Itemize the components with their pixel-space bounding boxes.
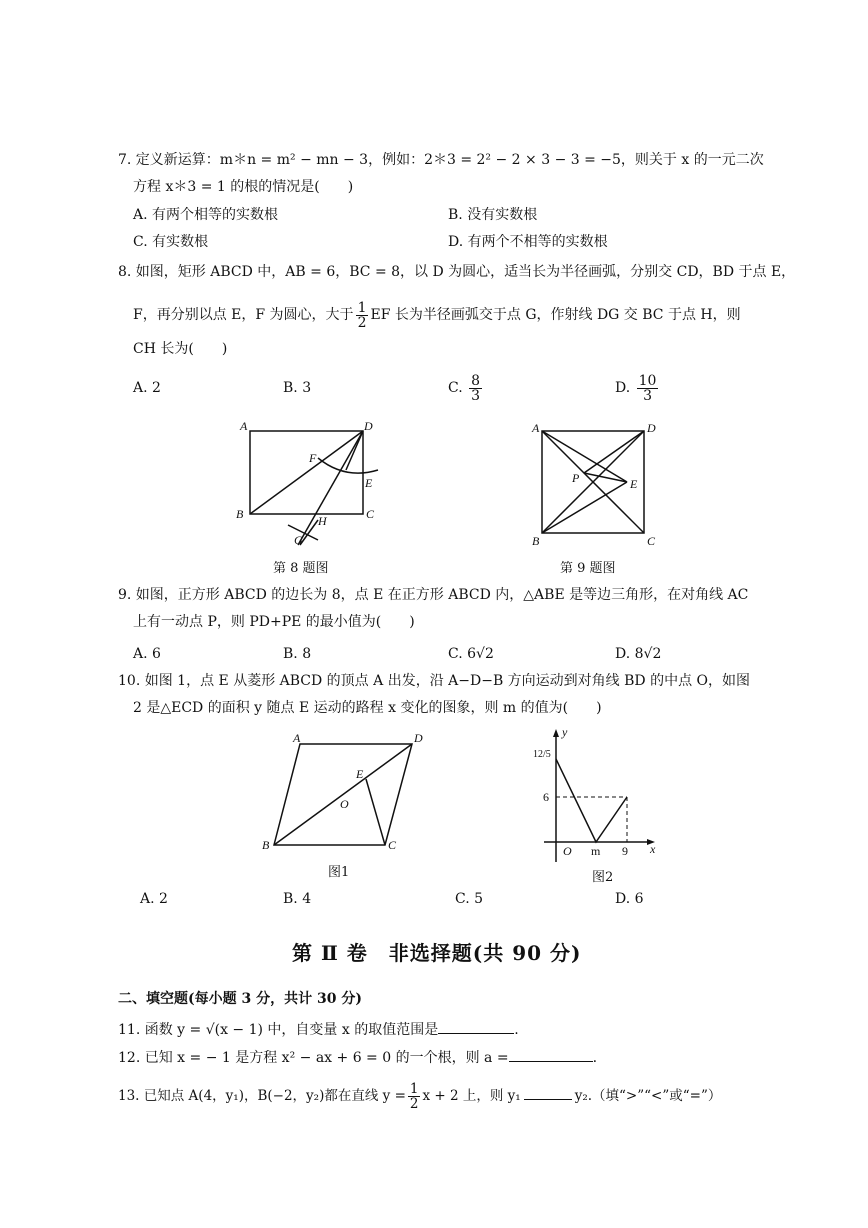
q8-line3: CH 长为( ) bbox=[133, 341, 228, 357]
q10-option-b: B. 4 bbox=[283, 891, 312, 907]
q8-option-c-label: C. bbox=[448, 380, 463, 396]
fig8-label-d: D bbox=[364, 419, 373, 433]
fig10-line-ec bbox=[366, 779, 385, 845]
q11-answer-blank[interactable] bbox=[438, 1019, 514, 1034]
q7-line1: 7. 定义新运算：m＊n = m² − mn − 3，例如：2＊3 = 2² − 2 × 3 − 3 = −5，则关于 x 的一元二次 bbox=[118, 152, 764, 168]
q10-option-c: C. 5 bbox=[455, 891, 484, 907]
fig10-1-caption: 图1 bbox=[328, 865, 350, 880]
q13-answer-blank[interactable] bbox=[524, 1085, 572, 1100]
q13-line bbox=[118, 1080, 721, 1112]
fig10-label-d: D bbox=[414, 731, 423, 745]
q9-line2: 上有一动点 P，则 PD+PE 的最小值为( ) bbox=[133, 614, 415, 630]
q12-text: 12. 已知 x = − 1 是方程 x² − ax + 6 = 0 的一个根，则 a = bbox=[118, 1050, 509, 1066]
q13-frac-num: 1 bbox=[409, 1081, 419, 1097]
q13-frac-den: 2 bbox=[409, 1096, 419, 1112]
q7-option-a: A. 有两个相等的实数根 bbox=[133, 207, 279, 223]
section-2-header: 二、填空题(每小题 3 分，共计 30 分) bbox=[118, 991, 362, 1007]
fig8-label-f: F bbox=[309, 451, 317, 465]
fig8-label-b: B bbox=[236, 507, 244, 521]
fig10-tick-6: 6 bbox=[543, 790, 549, 804]
fig10-axis-y-label: y bbox=[562, 725, 568, 739]
q11-end: . bbox=[514, 1022, 519, 1038]
section-2-title: 第 Ⅱ 卷 非选择题(共 90 分) bbox=[292, 941, 582, 965]
fig8-label-a: A bbox=[240, 419, 248, 433]
q9-line1: 9. 如图，正方形 ABCD 的边长为 8，点 E 在正方形 ABCD 内，△ABE 是等边三角形，在对角线 AC bbox=[118, 587, 749, 603]
q9-option-b: B. 8 bbox=[283, 646, 312, 662]
fig8-label-e: E bbox=[365, 476, 373, 490]
q8-line2-post: EF 长为半径画弧交于点 G，作射线 DG 交 BC 于点 H，则 bbox=[370, 307, 741, 323]
fig10-tick-m: m bbox=[591, 844, 601, 858]
q7-option-c: C. 有实数根 bbox=[133, 234, 209, 250]
q8-c-num: 8 bbox=[471, 372, 481, 389]
fig9-caption: 第 9 题图 bbox=[560, 561, 616, 576]
q12-end: . bbox=[592, 1050, 598, 1066]
q8-frac-num: 1 bbox=[357, 299, 367, 316]
fig10-diagonal-bd bbox=[274, 744, 412, 845]
q7-option-b: B. 没有实数根 bbox=[448, 207, 538, 223]
fig9-label-a: A bbox=[532, 421, 540, 435]
fig10-label-e: E bbox=[356, 767, 364, 781]
q12-answer-blank[interactable] bbox=[509, 1047, 593, 1062]
fig9-label-b: B bbox=[532, 534, 540, 548]
fig9-label-c: C bbox=[647, 534, 656, 548]
fig9-line-pd bbox=[584, 431, 644, 473]
fig9-label-p: P bbox=[572, 471, 580, 485]
fig9-label-d: D bbox=[647, 421, 656, 435]
q8-option-d-label: D. bbox=[615, 380, 631, 396]
q13-fraction bbox=[408, 1082, 421, 1111]
q13-text-post: y₂.（填“>”“<”或“=”） bbox=[574, 1088, 722, 1104]
fig8-label-h: H bbox=[318, 514, 327, 528]
q10-option-d: D. 6 bbox=[615, 891, 644, 907]
q10-option-a: A. 2 bbox=[140, 891, 168, 907]
fig10-axis-x-label: x bbox=[650, 842, 656, 856]
q13-text-mid: x + 2 上，则 y₁ bbox=[422, 1088, 521, 1104]
q11-line bbox=[118, 1019, 519, 1040]
q9-option-a: A. 6 bbox=[133, 646, 161, 662]
fig10-label-b: B bbox=[262, 838, 270, 852]
q9-option-c: C. 6√2 bbox=[448, 646, 494, 662]
fig10-label-o: O bbox=[340, 797, 349, 811]
q9-option-d: D. 8√2 bbox=[615, 646, 662, 662]
fig10-tick-9: 9 bbox=[622, 844, 628, 858]
q12-line bbox=[118, 1047, 597, 1068]
fig10-label-c: C bbox=[388, 838, 397, 852]
fig8-label-c: C bbox=[366, 507, 375, 521]
q11-text: 11. 函数 y = √(x − 1) 中，自变量 x 的取值范围是 bbox=[118, 1022, 439, 1038]
fig8-ray-dg bbox=[298, 431, 363, 545]
q10-line2: 2 是△ECD 的面积 y 随点 E 运动的路程 x 变化的图象，则 m 的值为( ) bbox=[133, 700, 602, 716]
q8-d-num: 10 bbox=[638, 372, 657, 389]
q7-line2: 方程 x＊3 = 1 的根的情况是( ) bbox=[133, 179, 354, 195]
fig8-caption: 第 8 题图 bbox=[273, 561, 329, 576]
q8-line2-pre: F，再分别以点 E，F 为圆心，大于 bbox=[133, 307, 354, 323]
fig10-origin-label: O bbox=[563, 844, 572, 858]
fig10-2-caption: 图2 bbox=[592, 870, 614, 885]
q8-frac-den: 2 bbox=[357, 314, 367, 331]
fig9-label-e: E bbox=[630, 477, 638, 491]
q8-line1: 8. 如图，矩形 ABCD 中，AB = 6，BC = 8，以 D 为圆心，适当长为半径画弧，分别交 CD，BD 于点 E， bbox=[118, 264, 796, 280]
q13-text-pre: 13. 已知点 A(4，y₁)，B(−2，y₂)都在直线 y = bbox=[118, 1088, 406, 1104]
q8-option-b: B. 3 bbox=[283, 380, 312, 396]
fig10-y-arrow bbox=[553, 729, 559, 737]
fig10-tick-12-5: 12/5 bbox=[533, 749, 551, 760]
fig10-graph-line bbox=[556, 759, 627, 842]
fig8-label-g: G bbox=[294, 533, 303, 547]
q8-option-a: A. 2 bbox=[133, 380, 161, 396]
fig10-label-a: A bbox=[293, 731, 301, 745]
q8-c-den: 3 bbox=[471, 387, 481, 404]
q10-line1: 10. 如图 1，点 E 从菱形 ABCD 的顶点 A 出发，沿 A−D−B 方向运动到对角线 BD 的中点 O，如图 bbox=[118, 673, 751, 689]
q8-d-den: 3 bbox=[643, 387, 653, 404]
q7-option-d: D. 有两个不相等的实数根 bbox=[448, 234, 608, 250]
